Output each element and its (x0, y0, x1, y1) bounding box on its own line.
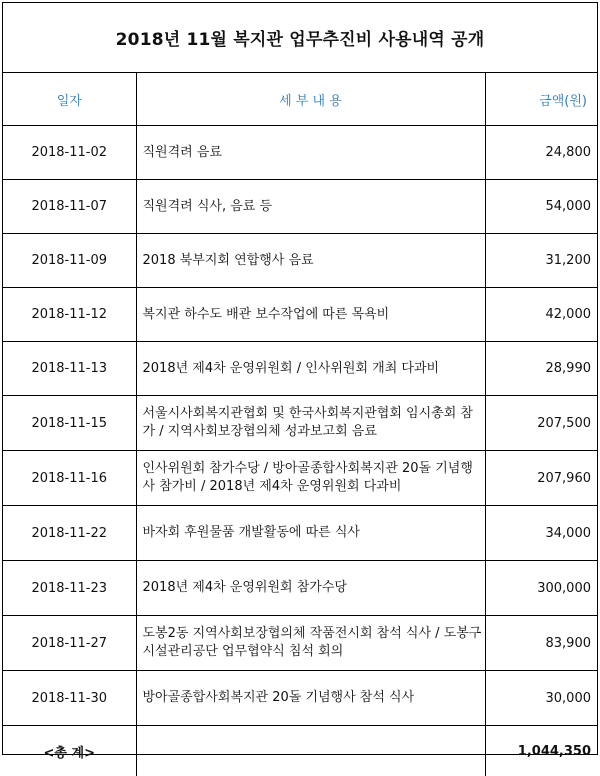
row-amount: 24,800 (485, 126, 597, 180)
table-row (3, 506, 597, 561)
expense-report-sheet (2, 2, 598, 755)
row-description: 직원격려 음료 (136, 126, 485, 180)
row-amount: 42,000 (485, 288, 597, 342)
row-description: 바자회 후원물품 개발활동에 따른 식사 (136, 506, 485, 561)
header-amount: 금액(원) (485, 73, 597, 126)
row-date: 2018-11-13 (3, 342, 136, 396)
table-header-row (3, 73, 597, 126)
header-description: 세 부 내 용 (136, 73, 485, 126)
expense-table (3, 73, 597, 776)
row-description: 복지관 하수도 배관 보수작업에 따른 목욕비 (136, 288, 485, 342)
row-description: 2018년 제4차 운영위원회 / 인사위원회 개최 다과비 (136, 342, 485, 396)
row-description: 도봉2동 지역사회보장협의체 작품전시회 참석 식사 / 도봉구시설관리공단 업무협약식 침석 회의 (136, 616, 485, 671)
row-date: 2018-11-30 (3, 671, 136, 726)
row-amount: 207,960 (485, 451, 597, 506)
row-amount: 83,900 (485, 616, 597, 671)
table-row (3, 451, 597, 506)
row-date: 2018-11-27 (3, 616, 136, 671)
row-description: 2018년 제4차 운영위원회 참가수당 (136, 561, 485, 616)
total-spacer (136, 726, 485, 776)
table-body (3, 126, 597, 726)
header-date: 일자 (3, 73, 136, 126)
table-row (3, 616, 597, 671)
row-date: 2018-11-23 (3, 561, 136, 616)
total-label: <총 계> (3, 726, 136, 776)
row-date: 2018-11-22 (3, 506, 136, 561)
row-amount: 31,200 (485, 234, 597, 288)
table-row (3, 234, 597, 288)
row-description: 방아골종합사회복지관 20돌 기념행사 참석 식사 (136, 671, 485, 726)
table-row (3, 180, 597, 234)
row-date: 2018-11-07 (3, 180, 136, 234)
row-date: 2018-11-02 (3, 126, 136, 180)
total-row (3, 726, 597, 776)
row-amount: 54,000 (485, 180, 597, 234)
row-date: 2018-11-15 (3, 396, 136, 451)
row-amount: 28,990 (485, 342, 597, 396)
row-amount: 30,000 (485, 671, 597, 726)
table-row (3, 126, 597, 180)
row-date: 2018-11-12 (3, 288, 136, 342)
row-amount: 300,000 (485, 561, 597, 616)
table-row (3, 342, 597, 396)
row-description: 2018 북부지회 연합행사 음료 (136, 234, 485, 288)
row-amount: 207,500 (485, 396, 597, 451)
row-description: 직원격려 식사, 음료 등 (136, 180, 485, 234)
row-amount: 34,000 (485, 506, 597, 561)
row-date: 2018-11-16 (3, 451, 136, 506)
report-title: 2018년 11월 복지관 업무추진비 사용내역 공개 (3, 3, 597, 73)
row-description: 서울시사회복지관협회 및 한국사회복지관협회 임시총회 참가 / 지역사회보장협의체 성과보고회 음료 (136, 396, 485, 451)
row-description: 인사위원회 참가수당 / 방아골종합사회복지관 20돌 기념행사 참가비 / 2018년 제4차 운영위원회 다과비 (136, 451, 485, 506)
table-row (3, 671, 597, 726)
table-row (3, 561, 597, 616)
table-row (3, 288, 597, 342)
total-amount: 1,044,350 (485, 726, 597, 776)
table-row (3, 396, 597, 451)
row-date: 2018-11-09 (3, 234, 136, 288)
